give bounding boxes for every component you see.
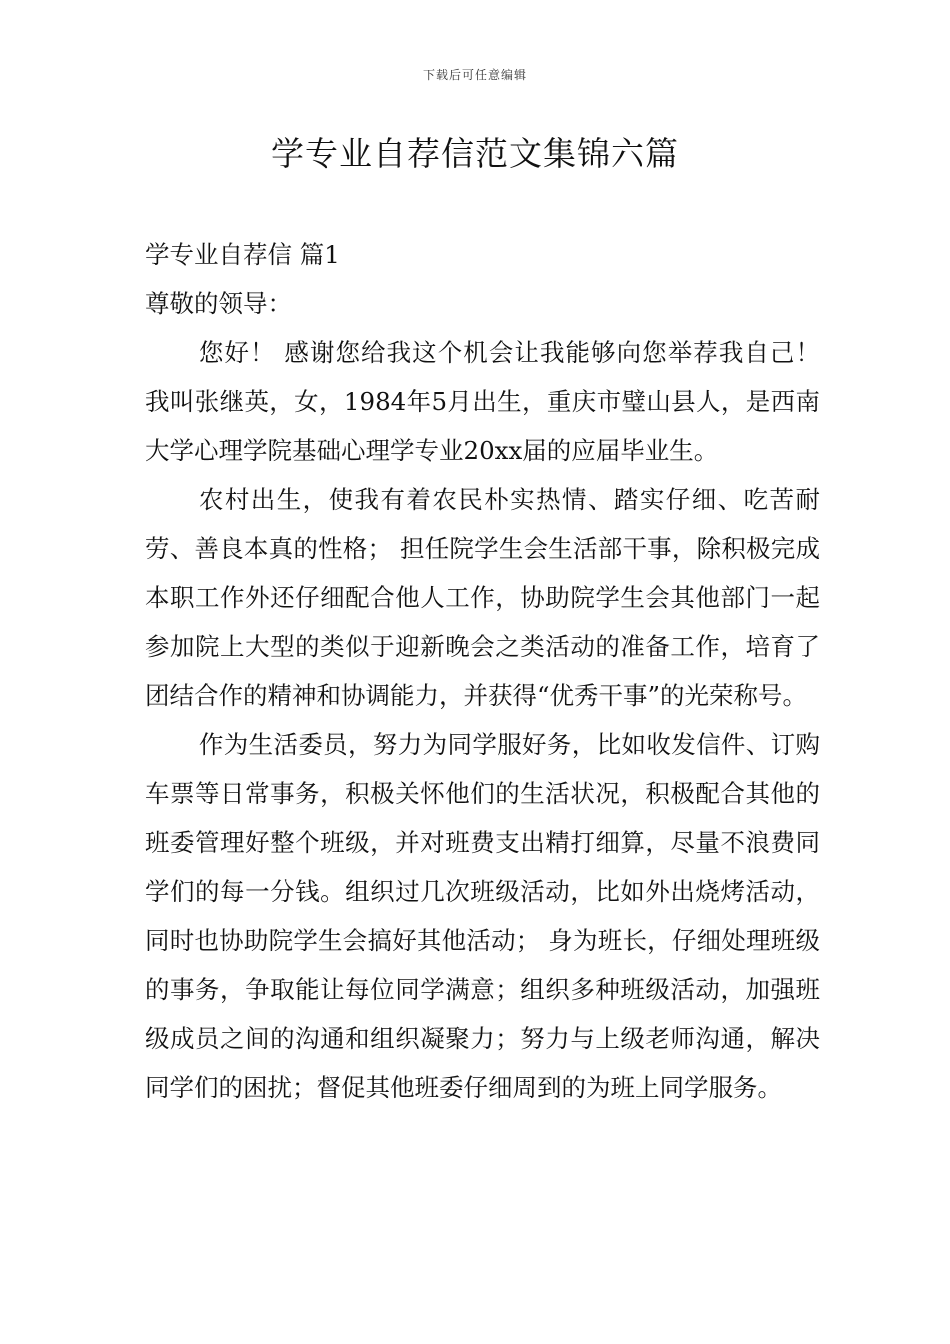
paragraph-activities: 作为生活委员，努力为同学服好务，比如收发信件、订购车票等日常事务，积极关怀他们的生活状况，积极配合其他的班委管理好整个班级，并对班费支出精打细算，尽量不浪费同学们的每一分钱。组织过几次班级活动，比如外出烧烤活动，同时也协助院学生会搞好其他活动； 身为班长，仔细处理班级的事务，争取能让每位同学满意；组织多种班级活动，加强班级成员之间的沟通和组织凝聚力；努力与上级老师沟通，解决同学们的困扰；督促其他班委仔细周到的为班上同学服务。	[145, 730, 820, 1102]
paragraph-background: 农村出生，使我有着农民朴实热情、踏实仔细、吃苦耐劳、善良本真的性格； 担任院学生会生活部干事，除积极完成本职工作外还仔细配合他人工作，协助院学生会其他部门一起参加院上大型的类似于迎新晚会之类活动的准备工作，培育了团结合作的精神和协调能力，并获得“优秀干事”的光荣称号。	[145, 485, 820, 710]
paragraph-intro: 您好！ 感谢您给我这个机会让我能够向您举荐我自己！ 我叫张继英，女，1984年5月出生，重庆市璧山县人，是西南大学心理学院基础心理学专业20xx届的应届毕业生。	[145, 338, 820, 465]
document-title: 学专业自荐信范文集锦六篇	[271, 134, 679, 173]
section-heading: 学专业自荐信 篇1	[145, 240, 340, 269]
header-note: 下载后可任意编辑	[422, 68, 527, 82]
salutation: 尊敬的领导：	[145, 289, 292, 318]
document-body	[145, 230, 820, 1112]
